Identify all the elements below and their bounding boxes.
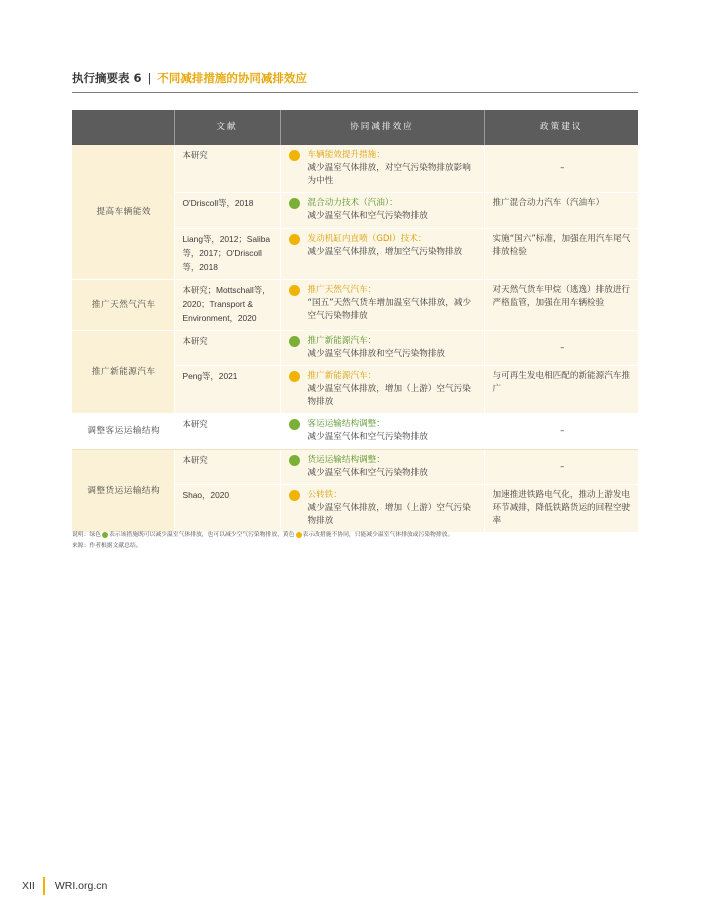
- green-dot-icon: [289, 455, 300, 466]
- table-row: [72, 414, 638, 450]
- literature-cell: [174, 414, 280, 450]
- effect-cell: [280, 145, 484, 193]
- effect-cell: [280, 485, 484, 533]
- table-title-text: 不同减排措施的协同减排效应: [157, 71, 307, 85]
- footer-site[interactable]: WRI.org.cn: [54, 880, 108, 892]
- policy-cell: 与可再生发电相匹配的新能源汽车推广: [484, 366, 638, 414]
- literature-cell: [174, 450, 280, 485]
- measure-name: 公转铁：: [307, 490, 342, 500]
- page-footer: [22, 877, 107, 895]
- header-literature: 文献: [174, 110, 280, 145]
- table-title: [72, 70, 638, 86]
- category-cell: 推广新能源汽车: [72, 331, 174, 414]
- green-dot-icon: [289, 419, 300, 430]
- effect-text: 减少温室气体排放，增加空气污染物排放: [307, 247, 463, 257]
- effect-text: 减少温室气体排放和空气污染物排放: [307, 349, 446, 359]
- effect-cell: [280, 280, 484, 331]
- table-header-row: [72, 110, 638, 145]
- yellow-dot-icon: [296, 532, 302, 538]
- literature-cell: [174, 193, 280, 229]
- measure-name: 混合动力技术（汽油）：: [307, 198, 398, 208]
- note-explanation: 说明：绿色 表示该措施既可以减少温室气体排放，也可以减少空气污染物排放，黄色 表示改措施不协同，只能减少温室气体排放或污染物排放。: [72, 532, 454, 538]
- title-divider: [72, 92, 638, 93]
- title-separator: |: [147, 71, 152, 85]
- yellow-dot-icon: [289, 490, 300, 501]
- effect-cell: [280, 366, 484, 414]
- yellow-dot-icon: [289, 150, 300, 161]
- literature-text: 本研究: [182, 455, 208, 465]
- effect-text: “国五”天然气货车增加温室气体排放，减少空气污染物排放: [307, 298, 472, 321]
- policy-cell: –: [484, 450, 638, 485]
- literature-cell: [174, 366, 280, 414]
- table-notes: [72, 530, 638, 552]
- literature-cell: [174, 331, 280, 366]
- page-number: XII: [22, 880, 35, 892]
- effect-text: 减少温室气体排放，对空气污染物排放影响为中性: [307, 163, 471, 186]
- literature-text: Liang等，2012；Saliba等，2017；O'Driscoll等，2018: [182, 234, 271, 272]
- literature-text: 本研究；Mottschall等，2020；Transport & Environment，2020: [182, 285, 271, 323]
- co-benefit-table: [72, 110, 638, 533]
- header-policy: 政策建议: [484, 110, 638, 145]
- effect-text: 减少温室气体排放，增加（上游）空气污染物排放: [307, 384, 471, 407]
- category-cell: 调整客运运输结构: [72, 414, 174, 450]
- policy-cell: 实施“国六”标准，加强在用汽车尾气排放检验: [484, 229, 638, 280]
- footer-divider: [43, 877, 45, 895]
- table-row: [72, 450, 638, 485]
- yellow-dot-icon: [289, 371, 300, 382]
- header-category: [72, 110, 174, 145]
- yellow-dot-icon: [289, 285, 300, 296]
- green-dot-icon: [102, 532, 108, 538]
- measure-name: 推广新能源汽车：: [307, 371, 377, 381]
- literature-cell: [174, 229, 280, 280]
- literature-cell: [174, 280, 280, 331]
- literature-text: 本研究: [182, 419, 208, 429]
- measure-name: 推广新能源汽车：: [307, 336, 377, 346]
- policy-cell: –: [484, 331, 638, 366]
- literature-text: 本研究: [182, 336, 208, 346]
- effect-cell: [280, 331, 484, 366]
- policy-cell: –: [484, 414, 638, 450]
- effect-text: 减少温室气体排放，增加（上游）空气污染物排放: [307, 503, 471, 526]
- measure-name: 发动机缸内直喷（GDI）技术：: [307, 234, 427, 244]
- table-row: [72, 145, 638, 193]
- effect-cell: [280, 229, 484, 280]
- note-source: 来源：作者根据文献总结。: [72, 543, 142, 549]
- category-cell: 调整货运运输结构: [72, 450, 174, 533]
- header-effect: 协同减排效应: [280, 110, 484, 145]
- literature-text: Peng等，2021: [182, 371, 238, 381]
- table-number: 执行摘要表 6: [72, 71, 142, 85]
- table-row: [72, 280, 638, 331]
- measure-name: 客运运输结构调整：: [307, 419, 385, 429]
- category-cell: 提高车辆能效: [72, 145, 174, 280]
- measure-name: 推广天然气汽车：: [307, 285, 377, 295]
- green-dot-icon: [289, 336, 300, 347]
- literature-text: O'Driscoll等，2018: [182, 198, 254, 208]
- effect-text: 减少温室气体和空气污染物排放: [307, 432, 428, 442]
- effect-text: 减少温室气体和空气污染物排放: [307, 211, 428, 221]
- measure-name: 货运运输结构调整：: [307, 455, 385, 465]
- yellow-dot-icon: [289, 234, 300, 245]
- effect-cell: [280, 414, 484, 450]
- effect-cell: [280, 193, 484, 229]
- policy-cell: 对天然气货车甲烷（逃逸）排放进行严格监管，加强在用车辆检验: [484, 280, 638, 331]
- literature-cell: [174, 485, 280, 533]
- effect-cell: [280, 450, 484, 485]
- literature-text: 本研究: [182, 150, 208, 160]
- policy-cell: 推广混合动力汽车（汽油车）: [484, 193, 638, 229]
- measure-name: 车辆能效提升措施：: [307, 150, 385, 160]
- policy-cell: –: [484, 145, 638, 193]
- policy-cell: 加速推进铁路电气化，推动上游发电环节减排，降低铁路货运的回程空驶率: [484, 485, 638, 533]
- category-cell: 推广天然气汽车: [72, 280, 174, 331]
- green-dot-icon: [289, 198, 300, 209]
- literature-cell: [174, 145, 280, 193]
- table-row: [72, 331, 638, 366]
- literature-text: Shao，2020: [182, 490, 230, 500]
- effect-text: 减少温室气体和空气污染物排放: [307, 468, 428, 478]
